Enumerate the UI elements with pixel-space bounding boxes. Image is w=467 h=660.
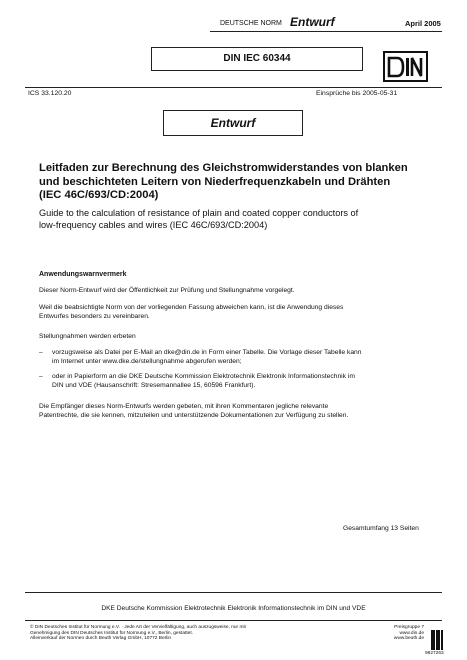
bullet-dash: – [39, 373, 43, 380]
din-logo [383, 51, 428, 82]
total-pages: Gesamtumfang 13 Seiten [343, 525, 419, 532]
comment-option-line: oder in Papierform an die DKE Deutsche Kommission Elektrotechnik Elektronik Informationstechnik im [52, 373, 355, 380]
comment-option-email [52, 349, 362, 367]
copyright-notice [30, 625, 246, 642]
comment-option-line: im Internet unter www.dke.de/stellungnahme abgerufen werden; [52, 357, 242, 365]
norm-label: DEUTSCHE NORM [220, 20, 282, 27]
price-group-line: www.beuth.de [393, 636, 424, 642]
notice-paragraph-2-line: Weil die beabsichtigte Norm von der vorliegenden Fassung abweichen kann, ist die Anwendung dieses [39, 304, 344, 311]
draft-status: Entwurf [290, 15, 335, 29]
barcode [431, 630, 443, 650]
title-en [39, 208, 358, 231]
comment-option-line: vorzugsweise als Datei per E-Mail an dke@din.de in Form einer Tabelle. Die Vorlage dieser Tabelle kann [52, 349, 362, 356]
copyright-line: Genehmigung des DIN Deutsches Institut für Normung e.V., Berlin, gestattet. [30, 630, 194, 636]
footer-rule-bottom [25, 620, 442, 621]
copyright-line: Alleinverkauf der Normen durch Beuth Verlag GmbH, 10772 Berlin [30, 636, 172, 642]
price-group [372, 625, 424, 642]
title-de-line: Leitfaden zur Berechnung des Gleichstromwiderstandes von blanken [39, 162, 408, 174]
notice-paragraph-2 [39, 304, 343, 322]
header-rule [210, 31, 442, 32]
notice-paragraph-1: Dieser Norm-Entwurf wird der Öffentlichkeit zur Prüfung und Stellungnahme vorgelegt. [39, 287, 295, 294]
copyright-line: © DIN Deutsches Institut für Normung e.V. · Jede Art der Vervielfältigung, auch auszugsweise, nur mit [30, 625, 246, 630]
price-group-line: Preisgruppe 7 [394, 625, 424, 630]
title-en-line: Guide to the calculation of resistance of plain and coated copper conductors of [39, 208, 359, 218]
objection-deadline: Einsprüche bis 2005-05-31 [316, 90, 398, 97]
patent-paragraph [39, 403, 348, 421]
bullet-dash: – [39, 349, 43, 356]
notice-heading: Anwendungswarnvermerk [39, 271, 127, 278]
document-code: 9827263 [425, 651, 444, 656]
comment-option-line: DIN und VDE (Hausanschrift: Stresemannallee 15, 60596 Frankfurt). [52, 381, 256, 389]
draft-status-box-label: Entwurf [210, 116, 256, 130]
title-de-line: (IEC 46C/693/CD:2004) [39, 189, 159, 201]
patent-paragraph-line: Die Empfänger dieses Norm-Entwurfs werden gebeten, mit ihren Kommentaren jegliche relevante [39, 403, 329, 410]
title-de-line: und beschichteten Leitern von Niederfrequenzkabeln und Drähten [39, 175, 391, 188]
publication-date: April 2005 [405, 19, 441, 28]
din-logo-mark [387, 56, 425, 78]
title-de [39, 162, 408, 203]
price-group-line: www.din.de [399, 630, 424, 636]
committee-name: DKE Deutsche Kommission Elektrotechnik Elektronik Informationstechnik im DIN und VDE [101, 605, 366, 612]
title-en-line: low-frequency cables and wires (IEC 46C/693/CD:2004) [39, 219, 268, 230]
footer-rule-top [25, 592, 442, 593]
document-number: DIN IEC 60344 [223, 53, 291, 64]
patent-paragraph-line: Patentrechte, die sie kennen, mitzuteilen und unterstützende Dokumentationen zur Verfügung zu stellen. [39, 411, 349, 419]
notice-paragraph-2-line: Entwurfes besonders zu vereinbaren. [39, 312, 150, 320]
comments-heading: Stellungnahmen werden erbeten [39, 333, 136, 340]
comment-option-paper [52, 373, 355, 391]
ics-code: ICS 33.120.20 [28, 90, 72, 97]
draft-status-box [163, 110, 303, 136]
meta-rule-top [25, 87, 442, 88]
